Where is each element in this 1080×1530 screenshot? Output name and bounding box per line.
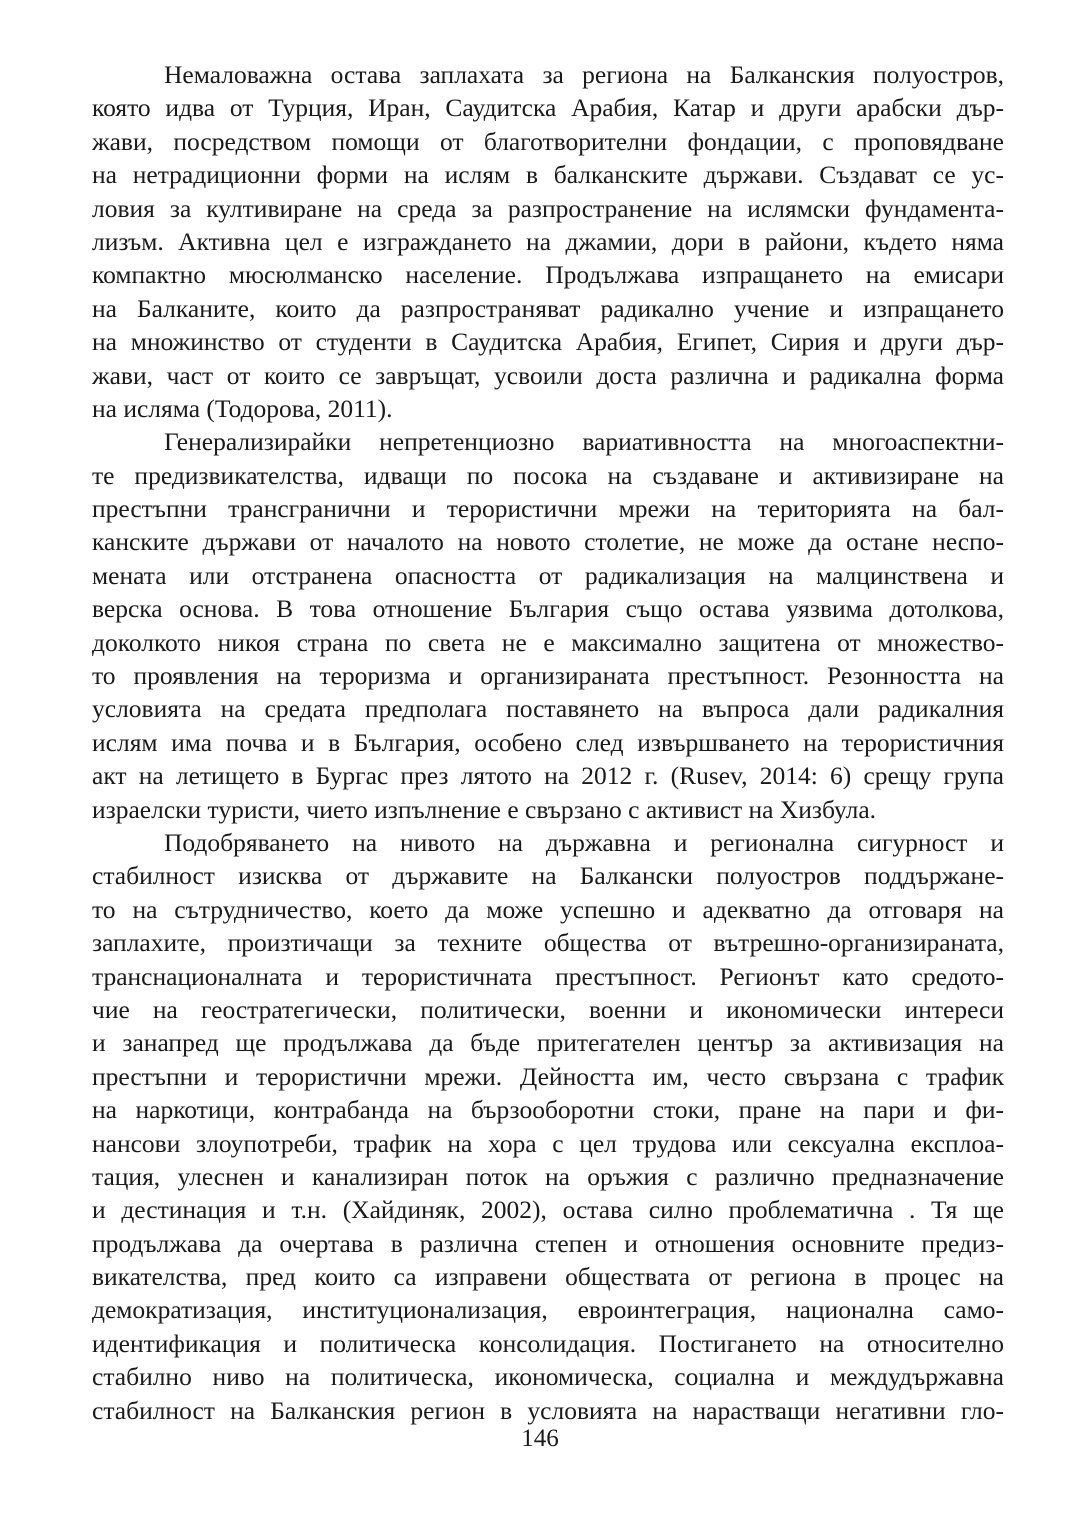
text-line: ислям има почва и в България, особено след извършването на терористичния (92, 727, 1004, 757)
text-line: демократизация, институционализация, евроинтеграция, национална само- (92, 1295, 1004, 1325)
text-line: мената или отстранена опасността от радикализация на малцинствена и (92, 560, 1004, 590)
text-line: канските държави от началото на новото столетие, не може да остане неспо- (92, 527, 1004, 557)
text-line: на исляма (Тодорова, 2011). (92, 393, 393, 423)
text-line: стабилност на Балканския регион в условията на нарастващи негативни гло- (92, 1395, 1004, 1425)
text-line: транснационалната и терористичната престъпност. Регионът като средото- (92, 961, 1004, 991)
text-line: те предизвикателства, идващи по посока на създаване и активизиране на (92, 460, 1004, 490)
paragraph (92, 58, 1004, 425)
text-line: Немаловажна остава заплахата за региона на Балканския полуостров, (164, 60, 1004, 89)
text-line: на Балканите, които да разпространяват радикално учение и изпращането (92, 293, 1004, 323)
text-line: стабилност изисква от държавите на Балкански полуостров поддържане- (92, 861, 1004, 891)
text-line: ловия за култивиране на среда за разпространение на ислямски фундамента- (92, 193, 1004, 223)
text-line: викателства, пред които са изправени обществата от региона в процес на (92, 1262, 1004, 1292)
text-line: лизъм. Активна цел е изграждането на джамии, дори в райони, където няма (92, 226, 1004, 256)
text-line: продължава да очертава в различна степен и отношения основните предиз- (92, 1228, 1004, 1258)
paragraph (92, 425, 1004, 826)
text-line: заплахите, произтичащи за техните общества от вътрешно-организираната, (92, 928, 1004, 958)
paragraph (92, 826, 1004, 1427)
text-line: акт на летището в Бургас през лятото на 2012 г. (Rusev, 2014: 6) срещу група (92, 761, 1004, 791)
text-line: престъпни и терористични мрежи. Дейността им, често свързана с трафик (92, 1061, 1004, 1091)
text-line: и дестинация и т.н. (Хайдиняк, 2002), остава силно проблематична . Тя ще (92, 1195, 1004, 1225)
text-line: идентификация и политическа консолидация. Постигането на относително (92, 1328, 1004, 1358)
text-line: Генерализирайки непретенциозно вариативността на многоаспектни- (164, 427, 1004, 457)
text-line: чие на геостратегически, политически, военни и икономически интереси (92, 994, 1004, 1024)
document-page (92, 58, 1004, 1427)
text-line: на наркотици, контрабанда на бързооборотни стоки, пране на пари и фи- (92, 1095, 1004, 1125)
page-number: 146 (521, 1425, 559, 1452)
text-line: доколкото никоя страна по света не е максимално защитена от множество- (92, 627, 1004, 657)
text-line: то проявления на тероризма и организираната престъпност. Резонността на (92, 661, 1004, 691)
text-line: условията на средата предполага поставянето на въпроса дали радикалния (92, 694, 1004, 724)
text-line: и занапред ще продължава да бъде притегателен център за активизация на (92, 1028, 1004, 1058)
text-line: жави, посредством помощи от благотворителни фондации, с проповядване (92, 126, 1004, 156)
text-line: на множинство от студенти в Саудитска Арабия, Египет, Сирия и други дър- (92, 327, 1004, 357)
text-line: престъпни трансгранични и терористични мрежи на територията на бал- (92, 494, 1004, 524)
text-line: нансови злоупотреби, трафик на хора с цел трудова или сексуална експлоа- (92, 1128, 1004, 1158)
text-line: то на сътрудничество, което да може успешно и адекватно да отговаря на (92, 894, 1004, 924)
text-line: компактно мюсюлманско население. Продължава изпращането на емисари (92, 260, 1004, 290)
text-line: Подобряването на нивото на държавна и регионална сигурност и (164, 827, 1004, 857)
text-line: стабилно ниво на политическа, икономическа, социална и междудържавна (92, 1362, 1004, 1392)
text-line: жави, част от които се завръщат, усвоили доста различна и радикална форма (92, 360, 1004, 390)
text-line: която идва от Турция, Иран, Саудитска Арабия, Катар и други арабски дър- (92, 93, 1004, 123)
text-line: на нетрадиционни форми на ислям в балканските държави. Създават се ус- (92, 160, 1004, 190)
text-line: израелски туристи, чието изпълнение е свързано с активист на Хизбула. (92, 794, 877, 824)
text-line: верска основа. В това отношение България също остава уязвима дотолкова, (92, 594, 1004, 624)
text-line: тация, улеснен и канализиран поток на оръжия с различно предназначение (92, 1161, 1004, 1191)
